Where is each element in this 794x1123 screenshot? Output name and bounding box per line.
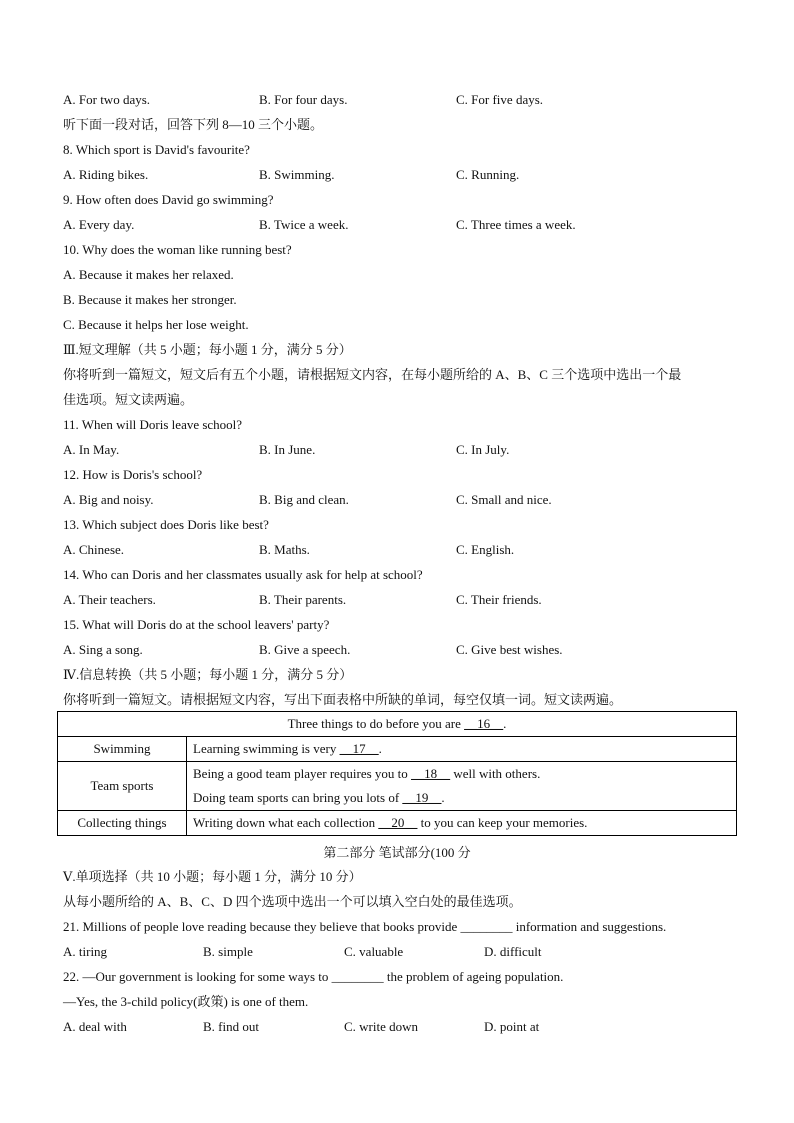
q15-option-a: A. Sing a song. [63, 642, 143, 657]
q14-option-b: B. Their parents. [259, 592, 347, 607]
row2b-text: Doing team sports can bring you lots of [193, 790, 403, 805]
q22-option-c: C. write down [344, 1019, 419, 1034]
row1-text: Learning swimming is very [193, 741, 340, 756]
q9-option-b: B. Twice a week. [259, 217, 349, 232]
section4-title: Ⅳ.信息转换（共 5 小题；每小题 1 分，满分 5 分） [63, 667, 353, 682]
q13-option-c: C. English. [456, 542, 515, 557]
q13-option-a: A. Chinese. [63, 542, 125, 557]
q10-option-a: A. Because it makes her relaxed. [63, 267, 234, 282]
q8-option-b: B. Swimming. [259, 167, 335, 182]
row-content-collecting [187, 811, 737, 836]
q21-option-d: D. difficult [484, 944, 542, 959]
q21-option-b: B. simple [203, 944, 253, 959]
row-content-team-sports [187, 762, 737, 811]
row-label-swimming: Swimming [58, 737, 187, 762]
section3-title: Ⅲ.短文理解（共 5 小题；每小题 1 分，满分 5 分） [63, 342, 352, 357]
q12-stem: 12. How is Doris's school? [63, 467, 203, 482]
q22-option-b: B. find out [203, 1019, 259, 1034]
table-header-text: Three things to do before you are [287, 716, 465, 731]
q22-reply: —Yes, the 3-child policy(政策) is one of them. [63, 994, 309, 1009]
dialogue-instruction: 听下面一段对话，回答下列 8—10 三个小题。 [63, 117, 324, 132]
row-content-swimming [187, 737, 737, 762]
q12-option-b: B. Big and clean. [259, 492, 349, 507]
q11-stem: 11. When will Doris leave school? [63, 417, 243, 432]
q21-option-a: A. tiring [63, 944, 108, 959]
row-label-collecting: Collecting things [58, 811, 187, 836]
q10-stem: 10. Why does the woman like running best? [63, 242, 292, 257]
row2a-line [193, 762, 730, 786]
q21-stem: 21. Millions of people love reading because they believe that books provide ________ information and suggestions. [63, 919, 667, 934]
q8-stem: 8. Which sport is David's favourite? [63, 142, 250, 157]
q11-option-b: B. In June. [259, 442, 316, 457]
row3-text: Writing down what each collection [193, 815, 379, 830]
section5-title: Ⅴ.单项选择（共 10 小题；每小题 1 分，满分 10 分） [63, 869, 362, 884]
q7-option-a: A. For two days. [63, 92, 151, 107]
row1-end: . [378, 741, 382, 756]
q22-option-d: D. point at [484, 1019, 540, 1034]
q13-stem: 13. Which subject does Doris like best? [63, 517, 269, 532]
q21-option-c: C. valuable [344, 944, 404, 959]
blank-20: __20__ [378, 815, 418, 830]
q7-option-b: B. For four days. [259, 92, 348, 107]
row3-end: to you can keep your memories. [417, 815, 588, 830]
info-table [57, 711, 737, 836]
table-header [58, 712, 737, 737]
q10-option-b: B. Because it makes her stronger. [63, 292, 237, 307]
q8-option-c: C. Running. [456, 167, 520, 182]
section5-instruction: 从每小题所给的 A、B、C、D 四个选项中选出一个可以填入空白处的最佳选项。 [63, 894, 522, 909]
q22-option-a: A. deal with [63, 1019, 127, 1034]
row2b-line [193, 786, 730, 810]
section3-instruction-2: 佳选项。短文读两遍。 [63, 392, 194, 407]
q12-option-c: C. Small and nice. [456, 492, 552, 507]
section4-instruction: 你将听到一篇短文。请根据短文内容，写出下面表格中所缺的单词，每空仅填一词。短文读两遍。 [63, 692, 623, 707]
part2-title: 第二部分 笔试部分(100 分 [323, 845, 471, 860]
q9-stem: 9. How often does David go swimming? [63, 192, 274, 207]
q22-stem: 22. —Our government is looking for some ways to ________ the problem of ageing population. [63, 969, 564, 984]
q9-option-c: C. Three times a week. [456, 217, 576, 232]
q15-stem: 15. What will Doris do at the school leavers' party? [63, 617, 330, 632]
q14-option-a: A. Their teachers. [63, 592, 156, 607]
section3-instruction-1: 你将听到一篇短文，短文后有五个小题，请根据短文内容，在每小题所给的 A、B、C 三个选项中选出一个最 [63, 367, 682, 382]
q14-option-c: C. Their friends. [456, 592, 542, 607]
q11-option-a: A. In May. [63, 442, 120, 457]
q15-option-c: C. Give best wishes. [456, 642, 563, 657]
q15-option-b: B. Give a speech. [259, 642, 351, 657]
q10-option-c: C. Because it helps her lose weight. [63, 317, 249, 332]
blank-19: __19__ [402, 790, 442, 805]
q13-option-b: B. Maths. [259, 542, 310, 557]
table-header-end: . [503, 716, 507, 731]
row2a-end: well with others. [450, 766, 541, 781]
q11-option-c: C. In July. [456, 442, 510, 457]
q7-option-c: C. For five days. [456, 92, 544, 107]
row-label-team-sports: Team sports [58, 762, 187, 811]
q14-stem: 14. Who can Doris and her classmates usually ask for help at school? [63, 567, 423, 582]
q12-option-a: A. Big and noisy. [63, 492, 154, 507]
q9-option-a: A. Every day. [63, 217, 135, 232]
row2a-text: Being a good team player requires you to [193, 766, 412, 781]
blank-17: __17__ [339, 741, 379, 756]
blank-16: __16__ [464, 716, 504, 731]
q8-option-a: A. Riding bikes. [63, 167, 149, 182]
row2b-end: . [441, 790, 445, 805]
blank-18: __18__ [411, 766, 451, 781]
